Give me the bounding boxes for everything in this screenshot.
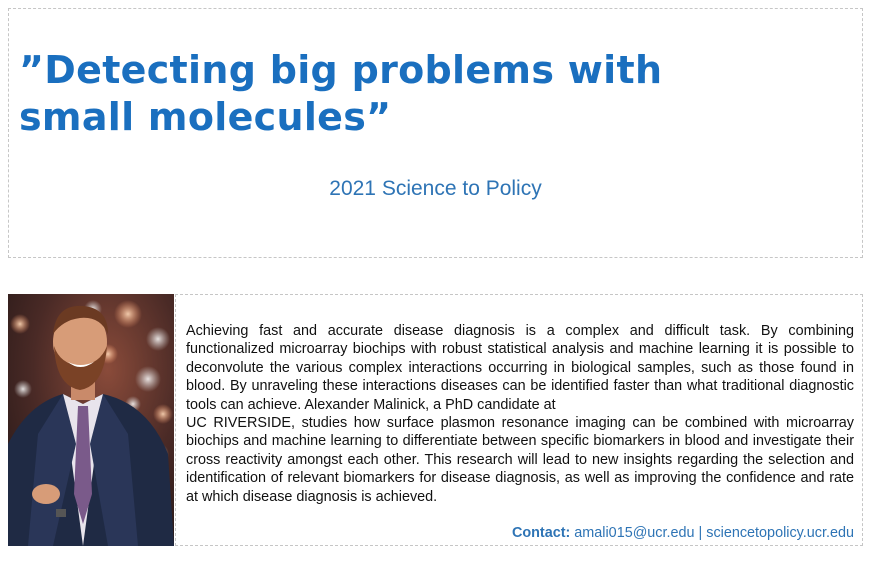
page-title: ”Detecting big problems with small molecules” [19, 48, 663, 139]
article-paragraph-part-1: Achieving fast and accurate disease diagnosis is a complex and difficult task. By combining functionalized microarray biochips with robust statistical analysis and machine learning it is possible to deconvolute the various complex interactions occurring in biological samples, such as those found in blood. By unraveling these interactions diseases can be identified faster than what traditional diagnostic tools can achieve. Alexander Malinick, a PhD candidate at [186, 323, 854, 413]
article-paragraph-part-2: UC RIVERSIDE, studies how surface plasmon resonance imaging can be combined with microarray biochips and machine learning to differentiate between specific biomarkers in blood and investigate their cross reactivity amongst each other. This research will lead to new insights regarding the selection and identification of relevant biomarkers for disease diagnosis, as well as improving the confidence and rate at which disease diagnosis is achieved. [186, 415, 854, 505]
researcher-photo [8, 294, 174, 546]
header-section [8, 8, 863, 258]
article-paragraph [186, 322, 854, 506]
contact-website-link[interactable]: sciencetopolicy.ucr.edu [706, 525, 854, 541]
page-subtitle: 2021 Science to Policy [329, 177, 542, 200]
contact-email-link[interactable]: amali015@ucr.edu [574, 525, 695, 541]
contact-label: Contact: [511, 525, 571, 541]
article-body [175, 294, 863, 546]
contact-separator: | [694, 525, 707, 541]
contact-line [512, 525, 854, 541]
